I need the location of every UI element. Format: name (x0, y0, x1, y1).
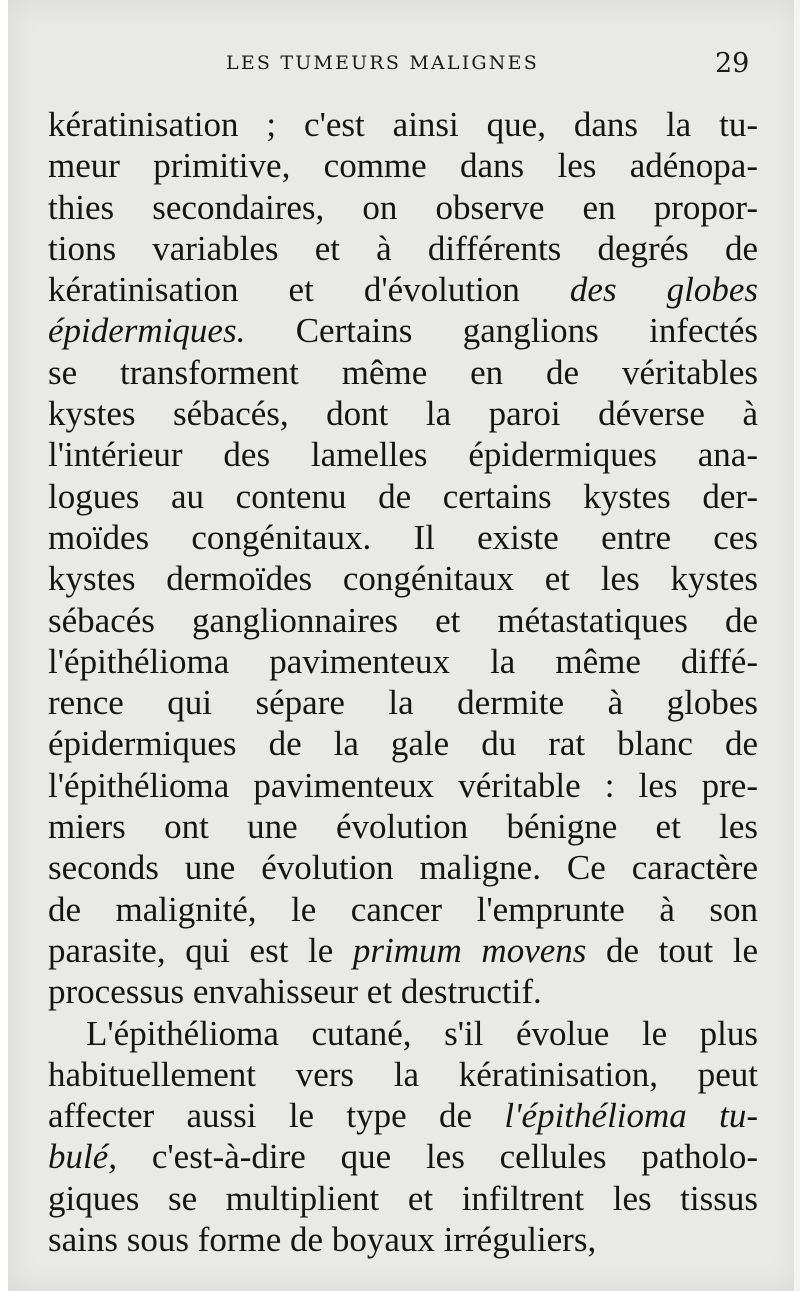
text-run: miers ont une évolution bénigne et les (48, 807, 758, 847)
text-line (48, 600, 758, 641)
text-run: sébacés ganglionnaires et métastatiques de (48, 600, 758, 640)
text-run: kystes sébacés, dont la paroi déverse à (48, 394, 758, 434)
text-run: Certains ganglions infectés (245, 311, 758, 351)
text-run: c'est-à-dire que les cellules patholo- (117, 1137, 758, 1177)
page-edge (794, 0, 800, 1291)
page-header (8, 48, 800, 84)
text-run: tions variables et à différents degrés de (48, 228, 758, 268)
text-run: de malignité, le cancer l'emprunte à son (48, 889, 758, 929)
book-page (8, 0, 800, 1291)
text-line (48, 1013, 758, 1054)
text-run: affecter aussi le type de (48, 1096, 505, 1136)
page-number: 29 (715, 48, 750, 79)
text-line (48, 806, 758, 847)
text-line (48, 187, 758, 228)
text-line (48, 889, 758, 930)
text-run: l'intérieur des lamelles épidermiques ana- (48, 435, 758, 475)
text-line (48, 1219, 758, 1260)
text-line (48, 476, 758, 517)
text-line (48, 269, 758, 310)
text-line (48, 1178, 758, 1219)
text-line (48, 847, 758, 888)
text-run: moïdes congénitaux. Il existe entre ces (48, 517, 758, 557)
text-line (48, 1136, 758, 1177)
text-line (48, 393, 758, 434)
text-line (48, 765, 758, 806)
text-run: logues au contenu de certains kystes der- (48, 476, 758, 516)
text-run: se transforment même en de véritables (48, 352, 758, 392)
text-run: L'épithélioma cutané, s'il évolue le plus (86, 1013, 758, 1053)
text-run: giques se multiplient et infiltrent les tissus (48, 1178, 758, 1218)
italic-text: primum movens (352, 930, 587, 970)
text-line (48, 641, 758, 682)
text-run: sains sous forme de boyaux irréguliers, (48, 1220, 597, 1260)
text-run: parasite, qui est le (48, 930, 353, 970)
italic-text: l'épithélioma tu- (504, 1096, 758, 1136)
text-line (48, 723, 758, 764)
text-run: rence qui sépare la dermite à globes (48, 683, 758, 723)
text-line (48, 145, 758, 186)
text-line (48, 104, 758, 145)
text-line (48, 1095, 758, 1136)
text-run: meur primitive, comme dans les adénopa- (48, 146, 758, 186)
text-run: thies secondaires, on observe en propor- (48, 187, 758, 227)
text-run: épidermiques de la gale du rat blanc de (48, 724, 758, 764)
body-text (48, 104, 758, 1260)
text-line (48, 682, 758, 723)
text-run: seconds une évolution maligne. Ce caractère (48, 848, 758, 888)
text-run: de tout le (586, 930, 758, 970)
text-line (48, 930, 758, 971)
text-line (48, 971, 758, 1012)
running-title: LES TUMEURS MALIGNES (226, 52, 539, 74)
text-run: habituellement vers la kératinisation, peut (48, 1054, 758, 1094)
italic-text: des globes (569, 270, 758, 310)
text-line (48, 1054, 758, 1095)
text-run: kératinisation et d'évolution (48, 270, 570, 310)
text-line (48, 352, 758, 393)
text-run: l'épithélioma pavimenteux véritable : les pre- (48, 765, 758, 805)
text-run: l'épithélioma pavimenteux la même diffé- (48, 641, 758, 681)
text-run: kératinisation ; c'est ainsi que, dans la tu- (48, 105, 758, 144)
italic-text: épidermiques. (48, 311, 246, 351)
text-line (48, 517, 758, 558)
text-line (48, 310, 758, 351)
text-run: processus envahisseur et destructif. (48, 972, 542, 1012)
text-line (48, 434, 758, 475)
text-run: kystes dermoïdes congénitaux et les kystes (48, 559, 758, 599)
italic-text: bulé, (48, 1137, 118, 1177)
text-line (48, 228, 758, 269)
text-line (48, 558, 758, 599)
